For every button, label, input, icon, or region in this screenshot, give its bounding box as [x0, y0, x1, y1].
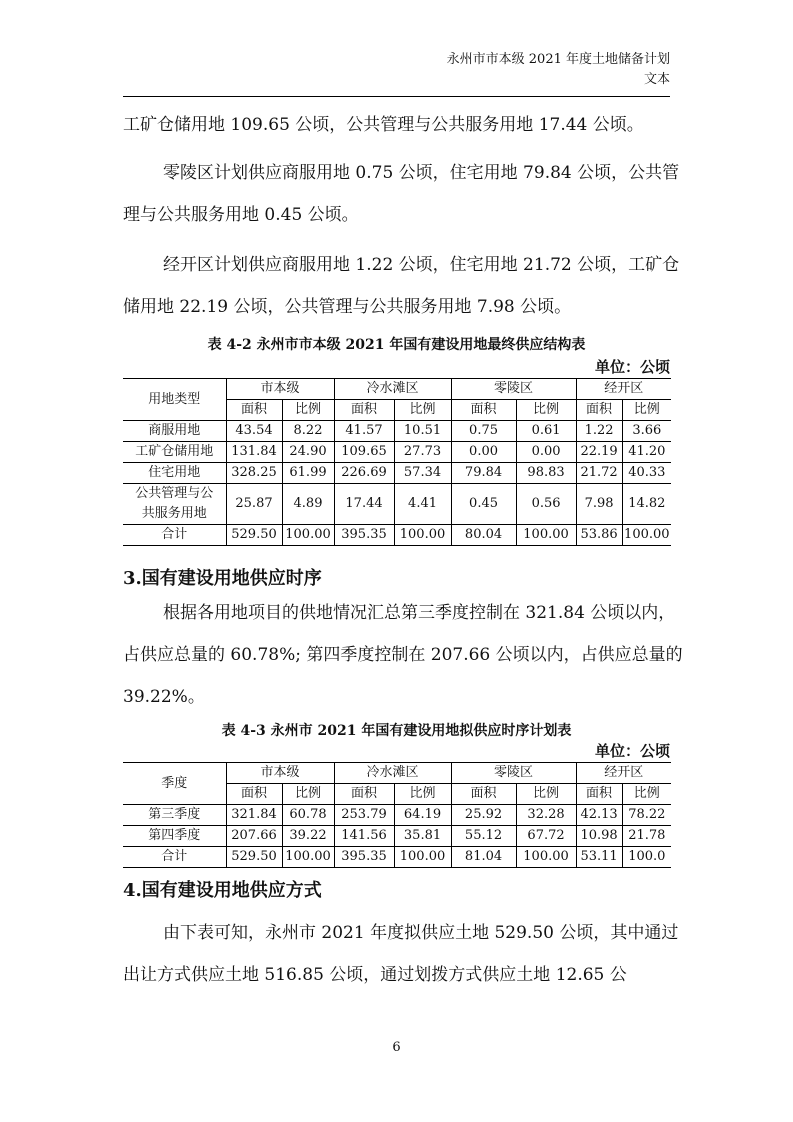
table-cell: 100.00 — [282, 525, 334, 546]
table-cell: 109.65 — [334, 442, 394, 463]
table-cell: 25.92 — [451, 805, 516, 826]
header-rule — [123, 96, 670, 97]
table-cell: 131.84 — [226, 442, 282, 463]
table-cell: 21.72 — [576, 463, 622, 484]
subheader-area: 面积 — [576, 400, 622, 421]
subheader-ratio: 比例 — [516, 784, 576, 805]
table-cell: 27.73 — [394, 442, 451, 463]
table-cell: 79.84 — [451, 463, 516, 484]
table-row — [123, 805, 671, 826]
table-cell: 253.79 — [334, 805, 394, 826]
table-cell: 67.72 — [516, 826, 576, 847]
table-cell: 7.98 — [576, 484, 622, 525]
table-4-3 — [123, 762, 671, 868]
table-cell: 0.75 — [451, 421, 516, 442]
row-label: 商服用地 — [123, 421, 226, 442]
table-cell: 226.69 — [334, 463, 394, 484]
subheader-ratio: 比例 — [622, 400, 671, 421]
subheader-area: 面积 — [334, 784, 394, 805]
table-cell: 100.00 — [394, 525, 451, 546]
subheader-ratio: 比例 — [282, 400, 334, 421]
table-cell: 0.45 — [451, 484, 516, 525]
paragraph-lingling: 零陵区计划供应商服用地 0.75 公顷，住宅用地 79.84 公顷，公共管理与公共服务用地 0.45 公顷。 — [123, 163, 680, 225]
table-cell: 55.12 — [451, 826, 516, 847]
table-4-2-group-lengshuitan: 冷水滩区 — [334, 379, 451, 400]
table-4-2-group-shibenji: 市本级 — [226, 379, 334, 400]
table-row — [123, 442, 671, 463]
row-label: 工矿仓储用地 — [123, 442, 226, 463]
table-cell: 32.28 — [516, 805, 576, 826]
table-4-3-unit: 单位：公顷 — [594, 742, 670, 760]
paragraph-jingkai: 经开区计划供应商服用地 1.22 公顷，住宅用地 21.72 公顷，工矿仓储用地 22.19 公顷，公共管理与公共服务用地 7.98 公顷。 — [123, 255, 680, 317]
table-cell: 395.35 — [334, 525, 394, 546]
table-cell: 41.57 — [334, 421, 394, 442]
table-4-2 — [123, 378, 671, 546]
table-row — [123, 826, 671, 847]
table-cell: 529.50 — [226, 525, 282, 546]
table-cell: 0.61 — [516, 421, 576, 442]
table-cell: 60.78 — [282, 805, 334, 826]
table-cell: 100.00 — [516, 847, 576, 868]
subheader-ratio: 比例 — [516, 400, 576, 421]
table-cell: 78.22 — [622, 805, 671, 826]
table-cell: 10.98 — [576, 826, 622, 847]
table-cell: 395.35 — [334, 847, 394, 868]
table-cell: 25.87 — [226, 484, 282, 525]
table-cell: 35.81 — [394, 826, 451, 847]
table-4-3-group-lengshuitan: 冷水滩区 — [334, 763, 451, 784]
table-cell: 98.83 — [516, 463, 576, 484]
subheader-ratio: 比例 — [394, 400, 451, 421]
page-number: 6 — [392, 1040, 401, 1055]
section-heading-4: 4.国有建设用地供应方式 — [123, 880, 322, 901]
paragraph-timing: 根据各用地项目的供地情况汇总第三季度控制在 321.84 公顷以内，占供应总量的 60.78%; 第四季度控制在 207.66 公顷以内，占供应总量的 39.22%。 — [123, 603, 683, 707]
table-cell: 321.84 — [226, 805, 282, 826]
table-row — [123, 421, 671, 442]
row-label: 第三季度 — [123, 805, 226, 826]
table-cell: 207.66 — [226, 826, 282, 847]
subheader-ratio: 比例 — [622, 784, 671, 805]
table-cell: 0.00 — [451, 442, 516, 463]
row-label: 公共管理与公共服务用地 — [123, 484, 226, 525]
table-cell: 3.66 — [622, 421, 671, 442]
table-4-2-unit: 单位：公顷 — [594, 358, 670, 376]
table-cell: 100.00 — [394, 847, 451, 868]
table-cell: 41.20 — [622, 442, 671, 463]
table-cell: 39.22 — [282, 826, 334, 847]
table-4-3-row-header: 季度 — [123, 763, 226, 805]
table-cell: 4.89 — [282, 484, 334, 525]
table-cell: 80.04 — [451, 525, 516, 546]
table-cell: 529.50 — [226, 847, 282, 868]
table-cell: 22.19 — [576, 442, 622, 463]
table-4-3-group-jingkai: 经开区 — [576, 763, 671, 784]
row-label: 合计 — [123, 847, 226, 868]
table-cell: 0.56 — [516, 484, 576, 525]
subheader-area: 面积 — [451, 784, 516, 805]
table-cell: 81.04 — [451, 847, 516, 868]
table-cell: 141.56 — [334, 826, 394, 847]
table-cell: 100.00 — [622, 525, 671, 546]
table-cell: 8.22 — [282, 421, 334, 442]
table-4-3-group-lingling: 零陵区 — [451, 763, 576, 784]
subheader-ratio: 比例 — [282, 784, 334, 805]
table-cell: 40.33 — [622, 463, 671, 484]
subheader-ratio: 比例 — [394, 784, 451, 805]
table-cell: 14.82 — [622, 484, 671, 525]
table-row — [123, 463, 671, 484]
table-cell: 43.54 — [226, 421, 282, 442]
table-cell: 328.25 — [226, 463, 282, 484]
table-cell: 10.51 — [394, 421, 451, 442]
table-row — [123, 484, 671, 525]
table-4-3-group-shibenji: 市本级 — [226, 763, 334, 784]
paragraph-supply-method: 由下表可知，永州市 2021 年度拟供应土地 529.50 公顷，其中通过出让方式供应土地 516.85 公顷，通过划拨方式供应土地 12.65 公 — [123, 923, 679, 985]
subheader-area: 面积 — [226, 400, 282, 421]
table-cell: 100.0 — [622, 847, 671, 868]
table-cell: 21.78 — [622, 826, 671, 847]
running-header: 永州市市本级 2021 年度土地储备计划文本 — [446, 52, 670, 87]
table-cell: 100.00 — [282, 847, 334, 868]
subheader-area: 面积 — [451, 400, 516, 421]
table-cell: 17.44 — [334, 484, 394, 525]
table-4-2-row-header: 用地类型 — [123, 379, 226, 421]
table-cell: 0.00 — [516, 442, 576, 463]
table-cell: 4.41 — [394, 484, 451, 525]
table-cell: 53.86 — [576, 525, 622, 546]
table-4-2-caption: 表 4-2 永州市市本级 2021 年国有建设用地最终供应结构表 — [207, 337, 586, 353]
table-cell: 1.22 — [576, 421, 622, 442]
subheader-area: 面积 — [226, 784, 282, 805]
table-row-total — [123, 525, 671, 546]
table-cell: 42.13 — [576, 805, 622, 826]
row-label: 住宅用地 — [123, 463, 226, 484]
row-label: 合计 — [123, 525, 226, 546]
subheader-area: 面积 — [576, 784, 622, 805]
table-cell: 100.00 — [516, 525, 576, 546]
section-heading-3: 3.国有建设用地供应时序 — [123, 568, 322, 589]
table-cell: 53.11 — [576, 847, 622, 868]
table-4-2-group-jingkai: 经开区 — [576, 379, 671, 400]
subheader-area: 面积 — [334, 400, 394, 421]
table-4-3-caption: 表 4-3 永州市 2021 年国有建设用地拟供应时序计划表 — [221, 723, 572, 739]
paragraph-industrial: 工矿仓储用地 109.65 公顷，公共管理与公共服务用地 17.44 公顷。 — [123, 115, 644, 135]
table-cell: 24.90 — [282, 442, 334, 463]
table-cell: 64.19 — [394, 805, 451, 826]
table-cell: 61.99 — [282, 463, 334, 484]
table-4-2-group-lingling: 零陵区 — [451, 379, 576, 400]
row-label: 第四季度 — [123, 826, 226, 847]
table-cell: 57.34 — [394, 463, 451, 484]
table-row-total — [123, 847, 671, 868]
